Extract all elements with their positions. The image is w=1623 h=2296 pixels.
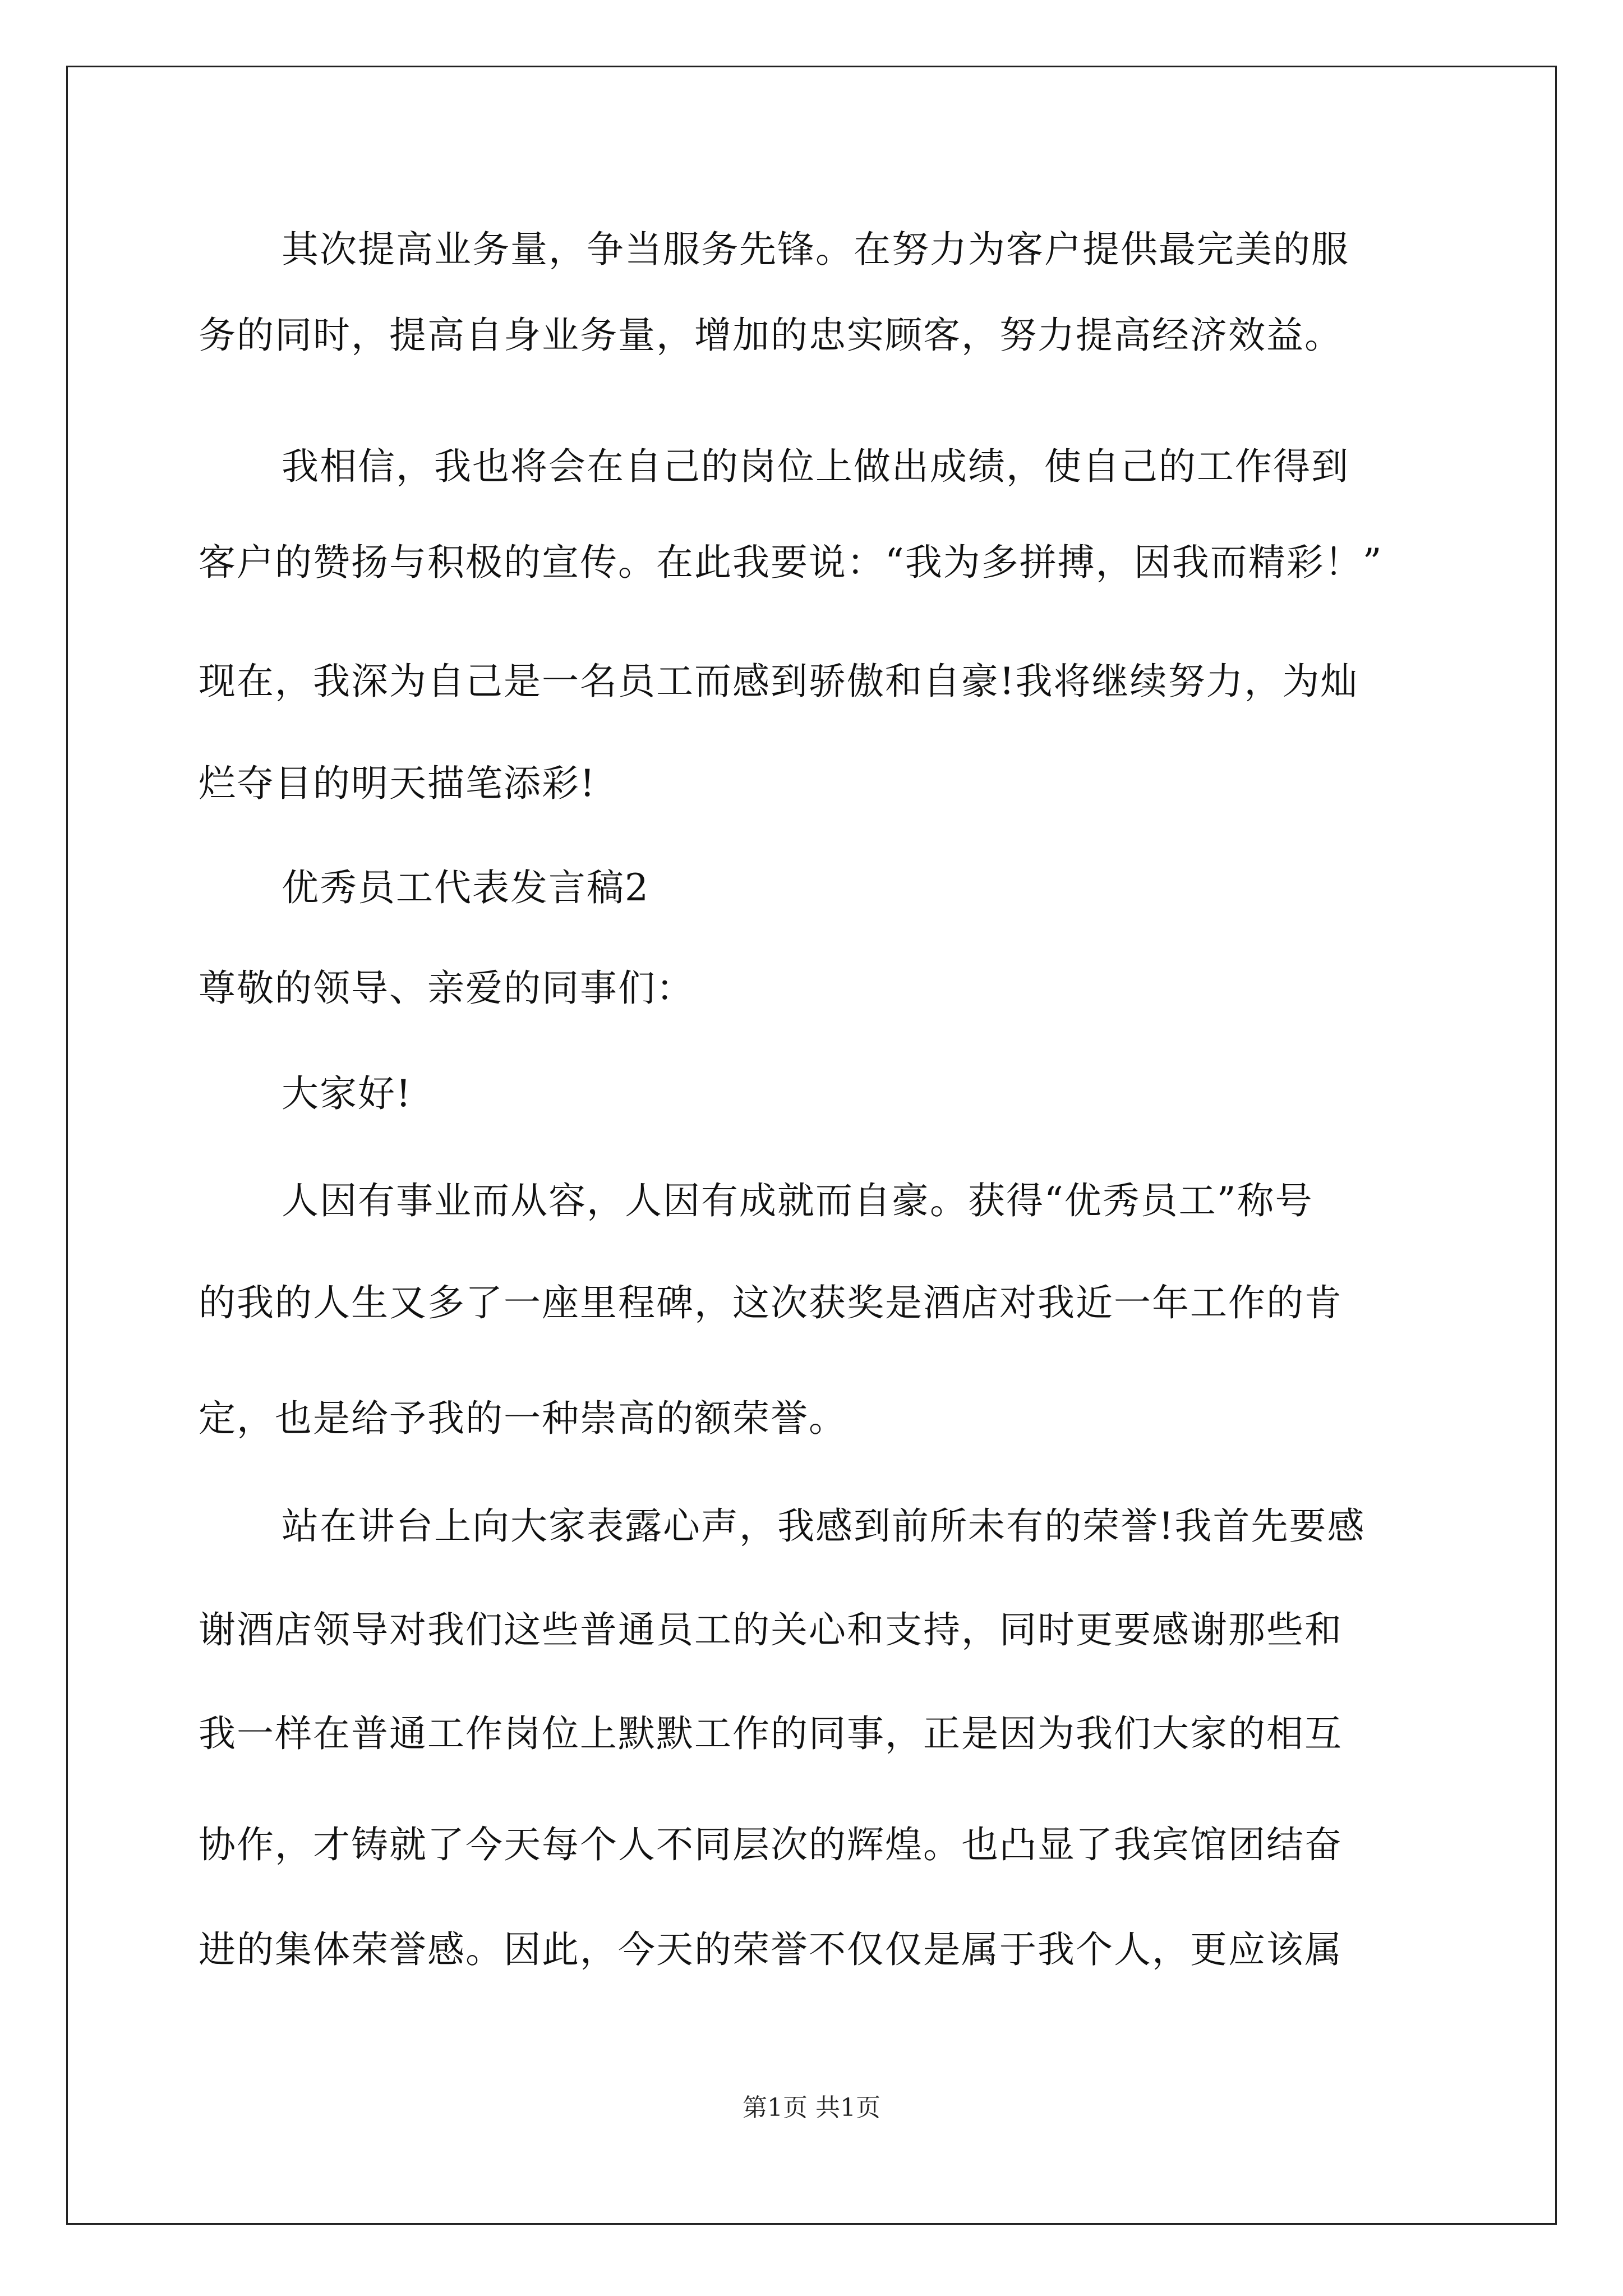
salutation: 尊敬的领导、亲爱的同事们： <box>199 967 694 1010</box>
body-text-line: 其次提高业务量，争当服务先锋。在努力为客户提供最完美的服 <box>282 228 1349 271</box>
greeting: 大家好! <box>282 1072 412 1115</box>
page-border <box>66 66 1557 2225</box>
body-text-line: 客户的赞扬与积极的宣传。在此我要说：“我为多拼搏，因我而精彩！” <box>199 541 1383 584</box>
body-text-line: 人因有事业而从容，人因有成就而自豪。获得“优秀员工”称号 <box>282 1179 1313 1222</box>
body-text-line: 务的同时，提高自身业务量，增加的忠实顾客，努力提高经济效益。 <box>199 314 1343 357</box>
body-text-line: 定，也是给予我的一种崇高的额荣誉。 <box>199 1397 847 1440</box>
body-text-line: 我相信，我也将会在自己的岗位上做出成绩，使自己的工作得到 <box>282 445 1349 488</box>
section-heading: 优秀员工代表发言稿2 <box>282 866 649 909</box>
body-text-line: 站在讲台上向大家表露心声，我感到前所未有的荣誉!我首先要感 <box>282 1504 1366 1548</box>
body-text-line: 协作，才铸就了今天每个人不同层次的辉煌。也凸显了我宾馆团结奋 <box>199 1823 1343 1866</box>
body-text-line: 现在，我深为自己是一名员工而感到骄傲和自豪!我将继续努力，为灿 <box>199 660 1359 703</box>
body-text-line: 烂夺目的明天描笔添彩! <box>199 762 596 805</box>
page-footer: 第1页 共1页 <box>743 2093 880 2122</box>
body-text-line: 我一样在普通工作岗位上默默工作的同事，正是因为我们大家的相互 <box>199 1712 1343 1755</box>
body-text-line: 的我的人生又多了一座里程碑，这次获奖是酒店对我近一年工作的肯 <box>199 1281 1343 1324</box>
body-text-line: 谢酒店领导对我们这些普通员工的关心和支持，同时更要感谢那些和 <box>199 1608 1343 1651</box>
body-text-line: 进的集体荣誉感。因此，今天的荣誉不仅仅是属于我个人，更应该属 <box>199 1928 1343 1971</box>
